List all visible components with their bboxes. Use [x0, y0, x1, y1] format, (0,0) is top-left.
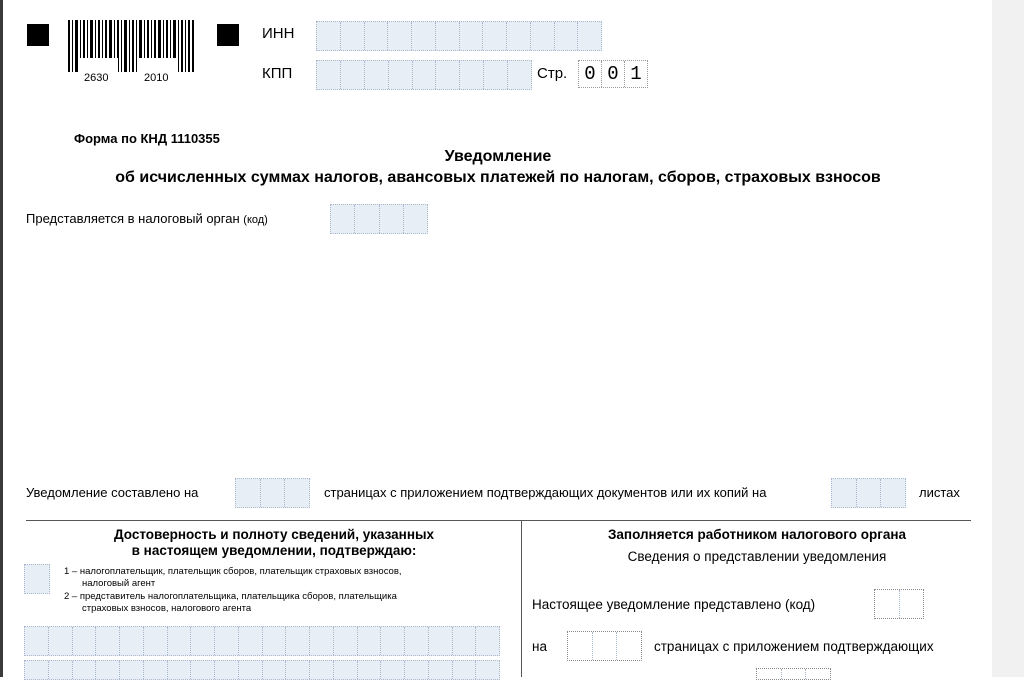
- inn-field[interactable]: [316, 21, 602, 51]
- section-divider: [26, 520, 971, 521]
- option2-line2: страховых взносов, налогового агента: [82, 603, 252, 614]
- signer-name-field-2[interactable]: [24, 660, 500, 680]
- form-knd: Форма по КНД 1110355: [74, 131, 220, 146]
- on-label: на: [532, 639, 547, 654]
- inn-label: ИНН: [262, 25, 295, 42]
- option2-line1: 2 – представитель налогоплательщика, плательщика сборов, плательщика: [64, 591, 397, 602]
- page-label: Стр.: [537, 65, 568, 82]
- right-subheading: Сведения о представлении уведомления: [627, 549, 887, 564]
- page-digit: 0: [579, 61, 602, 87]
- page-digit: 1: [630, 63, 642, 85]
- pages-count-field[interactable]: [235, 478, 310, 508]
- authority-code-hint: (код): [243, 214, 268, 226]
- right-heading: Заполняется работником налогового органа: [607, 527, 907, 542]
- kpp-field[interactable]: [316, 60, 532, 90]
- signer-name-field-1[interactable]: [24, 626, 500, 656]
- signer-type-field[interactable]: [24, 564, 50, 594]
- barcode-image: [68, 20, 194, 72]
- pages-prefix: Уведомление составлено на: [26, 485, 199, 500]
- submitted-code-field[interactable]: [874, 589, 924, 619]
- submitted-pages-field[interactable]: [567, 631, 642, 661]
- option1-line2: налоговый агент: [82, 578, 156, 589]
- authority-label: Представляется в налоговый орган (код): [26, 211, 268, 226]
- pages-suffix: листах: [919, 485, 960, 500]
- submitted-docs-field[interactable]: [756, 668, 831, 680]
- page-edge: [992, 0, 1024, 677]
- corner-marker-right: [217, 24, 239, 46]
- form-subtitle: об исчисленных суммах налогов, авансовых платежей по налогам, сборов, страховых взносов: [115, 169, 881, 186]
- left-border: [0, 0, 3, 677]
- left-heading-line2: в настоящем уведомлении, подтверждаю:: [131, 543, 417, 558]
- page-digit: 0: [602, 61, 625, 87]
- barcode-number-left: 2630: [84, 72, 109, 84]
- pages-middle: страницах с приложением подтверждающих документов или их копий на: [324, 485, 767, 500]
- corner-marker-left: [27, 24, 49, 46]
- kpp-label: КПП: [262, 65, 293, 82]
- page-number-field[interactable]: [578, 60, 648, 88]
- form-title: Уведомление: [444, 148, 552, 165]
- left-heading-line1: Достоверность и полноту сведений, указанных: [113, 527, 435, 542]
- option1-line1: 1 – налогоплательщик, плательщик сборов, плательщик страховых взносов,: [64, 566, 402, 577]
- submitted-label: Настоящее уведомление представлено (код): [532, 597, 816, 612]
- submitted-pages-label: страницах с приложением подтверждающих: [654, 639, 934, 654]
- barcode-number-right: 2010: [144, 72, 169, 84]
- authority-code-field[interactable]: [330, 204, 428, 234]
- sheets-count-field[interactable]: [831, 478, 906, 508]
